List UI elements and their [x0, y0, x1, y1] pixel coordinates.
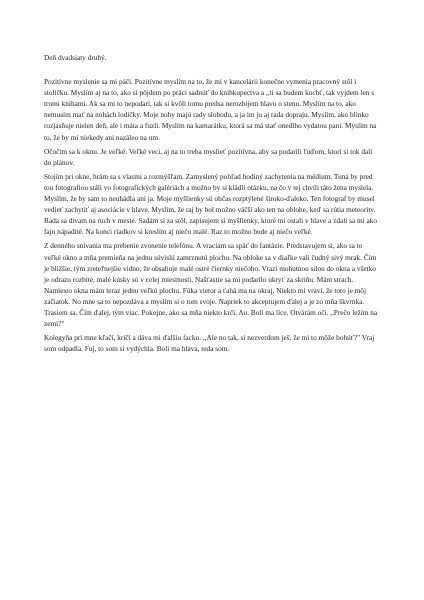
document-body	[44, 52, 380, 357]
paragraph-2: Očočím sa k oknu. Je veľké. Veľké veci, aj na to treba myslieť pozitívna, aby sa podarili ľuďom, ktorí si tok dali do plánov.	[44, 146, 373, 167]
paragraph-1: Pozitívne myslenie sa mi páči. Pozitívne myslím na to, že mi v kancelárii konečne vymenia pracovný stôl i stoličku. Myslím aj na to, ako si pôjdem po práci sadnúť do knihkupectva a ,,ti sa budem kochť, tak vyjdem len s tromi knihami. Ak sa mi to nepodarí, tak si kvôli tomu predsa nerozbijem hlavu o stenu. Myslím na to, ako nemusím mať na nohách lodičky. Moje nohy majú rady slobodu, a ja im ju aj rada dopraju. Myslím, ako blinko rozjasňuje nielen deň, ale i máta a fuzli. Myslím na kamarátku, ktorá sa má stať onedlho vydatou pani. Myslím na to, že by mi niekedy ani nazáleo na um.	[44, 77, 377, 142]
paragraph-3: Stojím pri okne, hrám sa s vlasmi a rozmýšľam. Zamyslený pohľad hodiný zachytenia na médium. Tuná by pred tou fotografiou stáli vo fotografických galériách a možno by si kládli otázku, na čo v tej chvíli táto žena myslela. Myslím, že by sam to neuhádla ani ja. Moje myšlienky sú občas rozptýlené široko-ďaleko. Ten fotograf by musel vedieť zachytiť aj asociácie v hlave. Myslím, že raj by bol možno väčší ako ten na oblohe, keď sa rútia meteority. Rada sa dívam na ruch v meste. Sadám si za stôl, zapisujem si myšlienky, ktoré mi ostali v hlave a zdali sa mi ako fajn nápadité. Na konci riadkov si kreslím aj niečo malé. Raz to možno bude aj niečo veľké.	[44, 171, 378, 237]
document-heading: Deň dvadsiaty druhý.	[44, 53, 107, 62]
paragraph-5: Kolegyňa pri mne kľačí, kričí a dáva mi ďalšiu facku. ,,Ale no tak, si nezverdom ješ, že mi to môže bohúť?" Vraj som odpadla. Fuj, to som si vydýchla. Bolí ma hlava, teda som.	[44, 333, 375, 354]
paragraph-4: Z denného snívania ma prebenie zvonenie telefónu. A vraciam sa späť do fantázie. Predstavujem si, ako sa to veľké okno a mňa premieňa na jednu súvislú zamrznutú plochu. Na obloke sa v diaľke valí čudný sivý mrak. Čím je bližšie, tým zreteľnejšie vidno, že obsahuje malé ostré čiernky niečoho. Vrazí mohutnou silou do okna a všetko je odrazu rozbité, malé kúsky sú v celej miestnosti. Našťastie sa mi podarilo ukryť za skriňu. Mám strach. Namiesto okna mám teraz jednu veľkú plochu. Fúka vietor a ťahá ma na okraj. Niekto mi vraví, že toto je môj začiatok. No mne sa to nepozdáva a myslím si o tom svoje. Napriek to akceptujem ďalej a je zo mňa škvrnka. Trasiem sa. Čím ďalej, tým viac. Pokojne, ako sa mňa niekto krčí. Au. Bolí ma líce. Otvárám oči. ,,Prečo ležím na zemi?"	[44, 241, 378, 329]
